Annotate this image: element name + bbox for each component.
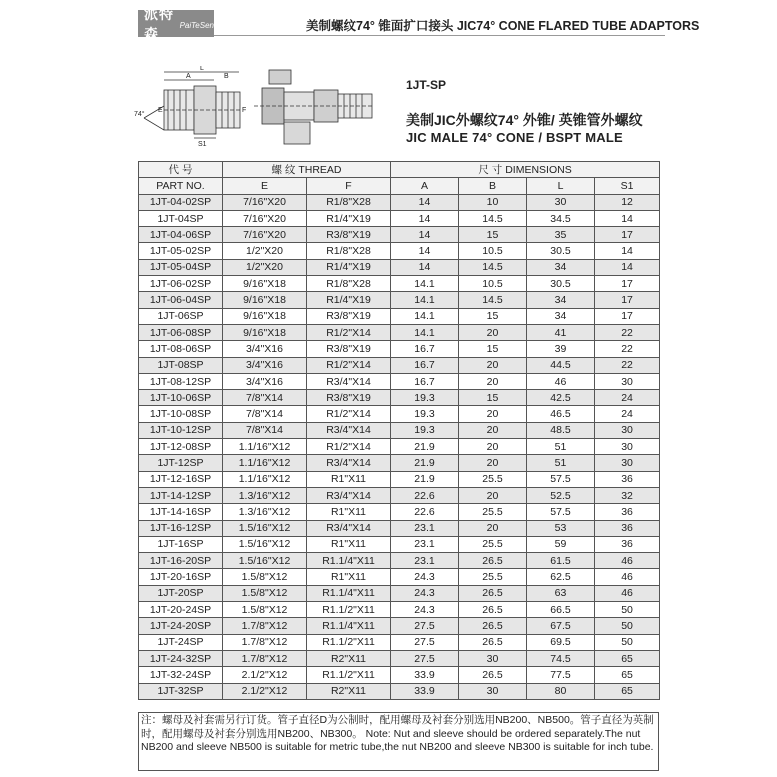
product-name-cn: 美制JIC外螺纹74° 外锥/ 英锥管外螺纹 xyxy=(406,112,643,128)
cell-b: 10.5 xyxy=(459,276,527,292)
cell-l: 66.5 xyxy=(527,602,595,618)
cell-f: R1.1/2"X11 xyxy=(307,602,391,618)
part-series-code: 1JT-SP xyxy=(406,78,447,92)
footnote: 注：螺母及衬套需另行订货。管子直径D为公制时，配用螺母及衬套分别选用NB200、NB500。管子直径为英制时，配用螺母及衬套分别选用NB200、NB300。 Note: Nut and sleeve should be ordered separately.The nut NB200 and sleeve NB500 is suitable for metric tube,the nut NB200 and sleeve NB300 is suitable for inch tube. xyxy=(138,712,659,771)
cell-l: 62.5 xyxy=(527,569,595,585)
cell-a: 14 xyxy=(391,194,459,210)
cell-part-no: 1JT-14-16SP xyxy=(139,504,223,520)
cell-e: 1.3/16"X12 xyxy=(223,487,307,503)
cell-l: 59 xyxy=(527,536,595,552)
cell-b: 20 xyxy=(459,373,527,389)
cell-s1: 22 xyxy=(595,341,660,357)
cell-b: 20 xyxy=(459,422,527,438)
cell-a: 14.1 xyxy=(391,324,459,340)
cell-b: 20 xyxy=(459,487,527,503)
cell-a: 27.5 xyxy=(391,650,459,666)
cell-s1: 24 xyxy=(595,390,660,406)
cell-part-no: 1JT-12-08SP xyxy=(139,439,223,455)
cell-b: 25.5 xyxy=(459,569,527,585)
cell-a: 22.6 xyxy=(391,487,459,503)
col-header-f: F xyxy=(307,178,391,194)
cell-b: 14.5 xyxy=(459,259,527,275)
cell-s1: 36 xyxy=(595,471,660,487)
cell-f: R3/8"X19 xyxy=(307,390,391,406)
table-row xyxy=(139,504,660,520)
table-row xyxy=(139,683,660,699)
cell-b: 20 xyxy=(459,357,527,373)
cell-b: 26.5 xyxy=(459,618,527,634)
cell-b: 26.5 xyxy=(459,634,527,650)
cell-b: 25.5 xyxy=(459,504,527,520)
fitting-technical-drawing xyxy=(134,66,384,150)
cell-f: R1/4"X19 xyxy=(307,259,391,275)
cell-part-no: 1JT-06-08SP xyxy=(139,324,223,340)
cell-a: 19.3 xyxy=(391,390,459,406)
cell-e: 1.7/8"X12 xyxy=(223,634,307,650)
cell-s1: 36 xyxy=(595,504,660,520)
cell-l: 52.5 xyxy=(527,487,595,503)
table-row xyxy=(139,276,660,292)
col-header-l: L xyxy=(527,178,595,194)
cell-a: 14 xyxy=(391,210,459,226)
cell-e: 1.7/8"X12 xyxy=(223,650,307,666)
col-group-dimensions: 尺 寸 DIMENSIONS xyxy=(391,162,660,178)
brand-logo xyxy=(138,5,214,42)
cell-f: R1"X11 xyxy=(307,569,391,585)
cell-b: 26.5 xyxy=(459,667,527,683)
cell-l: 39 xyxy=(527,341,595,357)
col-header-a: A xyxy=(391,178,459,194)
cell-s1: 46 xyxy=(595,569,660,585)
cell-l: 69.5 xyxy=(527,634,595,650)
cell-f: R3/4"X14 xyxy=(307,520,391,536)
cell-l: 51 xyxy=(527,455,595,471)
cell-s1: 65 xyxy=(595,683,660,699)
cell-b: 20 xyxy=(459,455,527,471)
cell-a: 24.3 xyxy=(391,602,459,618)
col-header-s1: S1 xyxy=(595,178,660,194)
cell-a: 16.7 xyxy=(391,341,459,357)
cell-s1: 17 xyxy=(595,308,660,324)
cell-f: R3/8"X19 xyxy=(307,227,391,243)
table-row xyxy=(139,536,660,552)
cell-s1: 36 xyxy=(595,536,660,552)
cell-part-no: 1JT-24SP xyxy=(139,634,223,650)
cell-f: R3/4"X14 xyxy=(307,373,391,389)
cell-e: 1/2"X20 xyxy=(223,259,307,275)
table-row xyxy=(139,520,660,536)
cell-l: 30.5 xyxy=(527,243,595,259)
cell-l: 53 xyxy=(527,520,595,536)
col-group-thread: 螺 纹 THREAD xyxy=(223,162,391,178)
cell-f: R1.1/2"X11 xyxy=(307,667,391,683)
cell-a: 19.3 xyxy=(391,422,459,438)
brand-name-cn: 派特森 xyxy=(144,5,174,42)
cell-l: 30.5 xyxy=(527,276,595,292)
table-row xyxy=(139,618,660,634)
cell-a: 14.1 xyxy=(391,308,459,324)
cell-b: 26.5 xyxy=(459,602,527,618)
cell-part-no: 1JT-16SP xyxy=(139,536,223,552)
cell-part-no: 1JT-08-12SP xyxy=(139,373,223,389)
table-row xyxy=(139,406,660,422)
cell-e: 1.5/8"X12 xyxy=(223,602,307,618)
cell-e: 7/8"X14 xyxy=(223,390,307,406)
cell-f: R3/8"X19 xyxy=(307,308,391,324)
cell-b: 15 xyxy=(459,308,527,324)
cell-b: 30 xyxy=(459,683,527,699)
cell-l: 57.5 xyxy=(527,504,595,520)
cell-l: 51 xyxy=(527,439,595,455)
cell-f: R1/8"X28 xyxy=(307,243,391,259)
table-row xyxy=(139,650,660,666)
cell-l: 61.5 xyxy=(527,553,595,569)
cell-b: 15 xyxy=(459,390,527,406)
cell-part-no: 1JT-06-04SP xyxy=(139,292,223,308)
cell-s1: 30 xyxy=(595,439,660,455)
cell-b: 14.5 xyxy=(459,210,527,226)
header-divider xyxy=(214,35,665,36)
table-row xyxy=(139,194,660,210)
cell-part-no: 1JT-24-20SP xyxy=(139,618,223,634)
cell-part-no: 1JT-04SP xyxy=(139,210,223,226)
cell-a: 23.1 xyxy=(391,536,459,552)
cell-a: 23.1 xyxy=(391,520,459,536)
cell-part-no: 1JT-10-12SP xyxy=(139,422,223,438)
table-row xyxy=(139,553,660,569)
cell-s1: 14 xyxy=(595,259,660,275)
cell-e: 7/8"X14 xyxy=(223,406,307,422)
cell-s1: 12 xyxy=(595,194,660,210)
cell-l: 35 xyxy=(527,227,595,243)
dim-label-f: F xyxy=(242,107,247,114)
dim-label-b: B xyxy=(224,73,229,80)
cell-a: 27.5 xyxy=(391,634,459,650)
cell-b: 20 xyxy=(459,406,527,422)
cell-part-no: 1JT-08-06SP xyxy=(139,341,223,357)
cell-part-no: 1JT-24-32SP xyxy=(139,650,223,666)
cell-s1: 36 xyxy=(595,520,660,536)
table-row xyxy=(139,471,660,487)
cell-s1: 30 xyxy=(595,422,660,438)
cell-e: 7/8"X14 xyxy=(223,422,307,438)
cell-l: 34 xyxy=(527,259,595,275)
cell-e: 2.1/2"X12 xyxy=(223,683,307,699)
table-row xyxy=(139,569,660,585)
cell-f: R1/4"X19 xyxy=(307,210,391,226)
cell-l: 30 xyxy=(527,194,595,210)
cell-l: 41 xyxy=(527,324,595,340)
col-header-e: E xyxy=(223,178,307,194)
cell-a: 23.1 xyxy=(391,553,459,569)
cell-s1: 17 xyxy=(595,292,660,308)
cell-s1: 32 xyxy=(595,487,660,503)
cell-e: 1.1/16"X12 xyxy=(223,471,307,487)
table-row xyxy=(139,455,660,471)
cell-l: 63 xyxy=(527,585,595,601)
col-header-part-no: PART NO. xyxy=(139,178,223,194)
dim-label-s1: S1 xyxy=(198,141,207,148)
cell-part-no: 1JT-12SP xyxy=(139,455,223,471)
cell-s1: 65 xyxy=(595,667,660,683)
cell-f: R1/4"X19 xyxy=(307,292,391,308)
cell-a: 27.5 xyxy=(391,618,459,634)
cell-a: 21.9 xyxy=(391,455,459,471)
cell-e: 2.1/2"X12 xyxy=(223,667,307,683)
cell-f: R3/4"X14 xyxy=(307,422,391,438)
cone-angle-label: 74° xyxy=(134,111,145,118)
cell-l: 77.5 xyxy=(527,667,595,683)
cell-part-no: 1JT-05-04SP xyxy=(139,259,223,275)
cell-e: 1.5/16"X12 xyxy=(223,520,307,536)
col-header-b: B xyxy=(459,178,527,194)
cell-s1: 17 xyxy=(595,276,660,292)
table-row xyxy=(139,667,660,683)
cell-part-no: 1JT-16-12SP xyxy=(139,520,223,536)
cell-s1: 22 xyxy=(595,357,660,373)
header-bar xyxy=(138,5,700,42)
table-row xyxy=(139,259,660,275)
col-group-code: 代 号 xyxy=(139,162,223,178)
cell-b: 25.5 xyxy=(459,536,527,552)
cell-b: 15 xyxy=(459,341,527,357)
cell-l: 34 xyxy=(527,292,595,308)
table-row xyxy=(139,210,660,226)
cell-e: 1/2"X20 xyxy=(223,243,307,259)
cell-b: 26.5 xyxy=(459,585,527,601)
table-row xyxy=(139,373,660,389)
cell-part-no: 1JT-04-02SP xyxy=(139,194,223,210)
cell-f: R2"X11 xyxy=(307,650,391,666)
cell-b: 14.5 xyxy=(459,292,527,308)
table-row xyxy=(139,324,660,340)
cell-s1: 14 xyxy=(595,210,660,226)
cell-f: R2"X11 xyxy=(307,683,391,699)
cell-e: 7/16"X20 xyxy=(223,194,307,210)
cell-e: 1.5/16"X12 xyxy=(223,553,307,569)
cell-b: 20 xyxy=(459,520,527,536)
cell-part-no: 1JT-14-12SP xyxy=(139,487,223,503)
dim-label-e: E xyxy=(158,107,163,114)
cell-e: 7/16"X20 xyxy=(223,210,307,226)
cell-f: R1/8"X28 xyxy=(307,194,391,210)
cell-s1: 46 xyxy=(595,553,660,569)
cell-b: 10.5 xyxy=(459,243,527,259)
table-row xyxy=(139,341,660,357)
cell-part-no: 1JT-10-08SP xyxy=(139,406,223,422)
cell-l: 67.5 xyxy=(527,618,595,634)
table-row xyxy=(139,439,660,455)
cell-f: R3/4"X14 xyxy=(307,455,391,471)
cell-part-no: 1JT-05-02SP xyxy=(139,243,223,259)
table-row xyxy=(139,422,660,438)
table-row xyxy=(139,227,660,243)
cell-part-no: 1JT-32-24SP xyxy=(139,667,223,683)
cell-f: R1/2"X14 xyxy=(307,406,391,422)
cell-f: R1/2"X14 xyxy=(307,439,391,455)
table-row xyxy=(139,308,660,324)
cell-b: 15 xyxy=(459,227,527,243)
cell-l: 46 xyxy=(527,373,595,389)
cell-l: 48.5 xyxy=(527,422,595,438)
cell-part-no: 1JT-12-16SP xyxy=(139,471,223,487)
cell-a: 24.3 xyxy=(391,569,459,585)
cell-l: 44.5 xyxy=(527,357,595,373)
cell-e: 1.1/16"X12 xyxy=(223,455,307,471)
cell-s1: 50 xyxy=(595,634,660,650)
cell-a: 19.3 xyxy=(391,406,459,422)
cell-e: 1.3/16"X12 xyxy=(223,504,307,520)
cell-e: 3/4"X16 xyxy=(223,341,307,357)
cell-part-no: 1JT-16-20SP xyxy=(139,553,223,569)
cell-a: 14.1 xyxy=(391,276,459,292)
cell-a: 16.7 xyxy=(391,373,459,389)
cell-b: 10 xyxy=(459,194,527,210)
cell-s1: 17 xyxy=(595,227,660,243)
cell-e: 1.5/16"X12 xyxy=(223,536,307,552)
cell-f: R1.1/2"X11 xyxy=(307,634,391,650)
cell-e: 9/16"X18 xyxy=(223,292,307,308)
cell-e: 1.5/8"X12 xyxy=(223,569,307,585)
cell-a: 21.9 xyxy=(391,471,459,487)
cell-e: 1.5/8"X12 xyxy=(223,585,307,601)
cell-f: R1"X11 xyxy=(307,471,391,487)
cell-a: 14 xyxy=(391,227,459,243)
cell-f: R1.1/4"X11 xyxy=(307,618,391,634)
cell-f: R1"X11 xyxy=(307,536,391,552)
cell-l: 42.5 xyxy=(527,390,595,406)
cell-e: 9/16"X18 xyxy=(223,308,307,324)
table-row xyxy=(139,243,660,259)
header-row-columns xyxy=(139,178,660,194)
table-row xyxy=(139,390,660,406)
cell-part-no: 1JT-08SP xyxy=(139,357,223,373)
cell-f: R1/2"X14 xyxy=(307,324,391,340)
table-row xyxy=(139,634,660,650)
cell-f: R1.1/4"X11 xyxy=(307,553,391,569)
cell-a: 16.7 xyxy=(391,357,459,373)
cell-s1: 14 xyxy=(595,243,660,259)
cell-a: 33.9 xyxy=(391,683,459,699)
cell-e: 1.1/16"X12 xyxy=(223,439,307,455)
cell-l: 34.5 xyxy=(527,210,595,226)
cell-s1: 65 xyxy=(595,650,660,666)
cell-f: R1"X11 xyxy=(307,504,391,520)
cell-l: 57.5 xyxy=(527,471,595,487)
header-row-group xyxy=(139,162,660,178)
cell-e: 1.7/8"X12 xyxy=(223,618,307,634)
cell-e: 7/16"X20 xyxy=(223,227,307,243)
cell-part-no: 1JT-32SP xyxy=(139,683,223,699)
cell-b: 20 xyxy=(459,324,527,340)
cell-s1: 46 xyxy=(595,585,660,601)
cell-part-no: 1JT-20SP xyxy=(139,585,223,601)
cell-s1: 50 xyxy=(595,602,660,618)
cell-b: 26.5 xyxy=(459,553,527,569)
cell-s1: 22 xyxy=(595,324,660,340)
spec-table-body xyxy=(139,194,660,699)
cell-e: 9/16"X18 xyxy=(223,276,307,292)
table-row xyxy=(139,292,660,308)
cell-f: R1.1/4"X11 xyxy=(307,585,391,601)
cell-s1: 24 xyxy=(595,406,660,422)
cell-a: 14 xyxy=(391,243,459,259)
cell-l: 74.5 xyxy=(527,650,595,666)
cell-l: 46.5 xyxy=(527,406,595,422)
dim-label-a: A xyxy=(186,73,191,80)
table-row xyxy=(139,602,660,618)
cell-a: 33.9 xyxy=(391,667,459,683)
cell-b: 20 xyxy=(459,439,527,455)
cell-e: 3/4"X16 xyxy=(223,357,307,373)
cell-f: R1/8"X28 xyxy=(307,276,391,292)
cell-a: 14 xyxy=(391,259,459,275)
cell-part-no: 1JT-06-02SP xyxy=(139,276,223,292)
cell-f: R1/2"X14 xyxy=(307,357,391,373)
cell-e: 9/16"X18 xyxy=(223,324,307,340)
cell-a: 22.6 xyxy=(391,504,459,520)
cell-f: R3/8"X19 xyxy=(307,341,391,357)
cell-part-no: 1JT-06SP xyxy=(139,308,223,324)
cell-a: 21.9 xyxy=(391,439,459,455)
cell-b: 25.5 xyxy=(459,471,527,487)
table-row xyxy=(139,585,660,601)
table-row xyxy=(139,357,660,373)
cell-b: 30 xyxy=(459,650,527,666)
table-row xyxy=(139,487,660,503)
spec-table xyxy=(138,161,660,700)
cell-part-no: 1JT-20-16SP xyxy=(139,569,223,585)
cell-part-no: 1JT-04-06SP xyxy=(139,227,223,243)
cell-f: R3/4"X14 xyxy=(307,487,391,503)
product-name-en: JIC MALE 74° CONE / BSPT MALE xyxy=(406,130,623,145)
cell-l: 34 xyxy=(527,308,595,324)
brand-name-en: PaiTeSen xyxy=(179,21,214,30)
catalog-title: 美制螺纹74° 锥面扩口接头 JIC74° CONE FLARED TUBE ADAPTORS xyxy=(306,19,700,33)
cell-a: 14.1 xyxy=(391,292,459,308)
cell-s1: 30 xyxy=(595,455,660,471)
cell-l: 80 xyxy=(527,683,595,699)
cell-s1: 50 xyxy=(595,618,660,634)
cell-s1: 30 xyxy=(595,373,660,389)
dim-label-l: L xyxy=(200,66,204,72)
cell-a: 24.3 xyxy=(391,585,459,601)
cell-e: 3/4"X16 xyxy=(223,373,307,389)
cell-part-no: 1JT-20-24SP xyxy=(139,602,223,618)
cell-part-no: 1JT-10-06SP xyxy=(139,390,223,406)
